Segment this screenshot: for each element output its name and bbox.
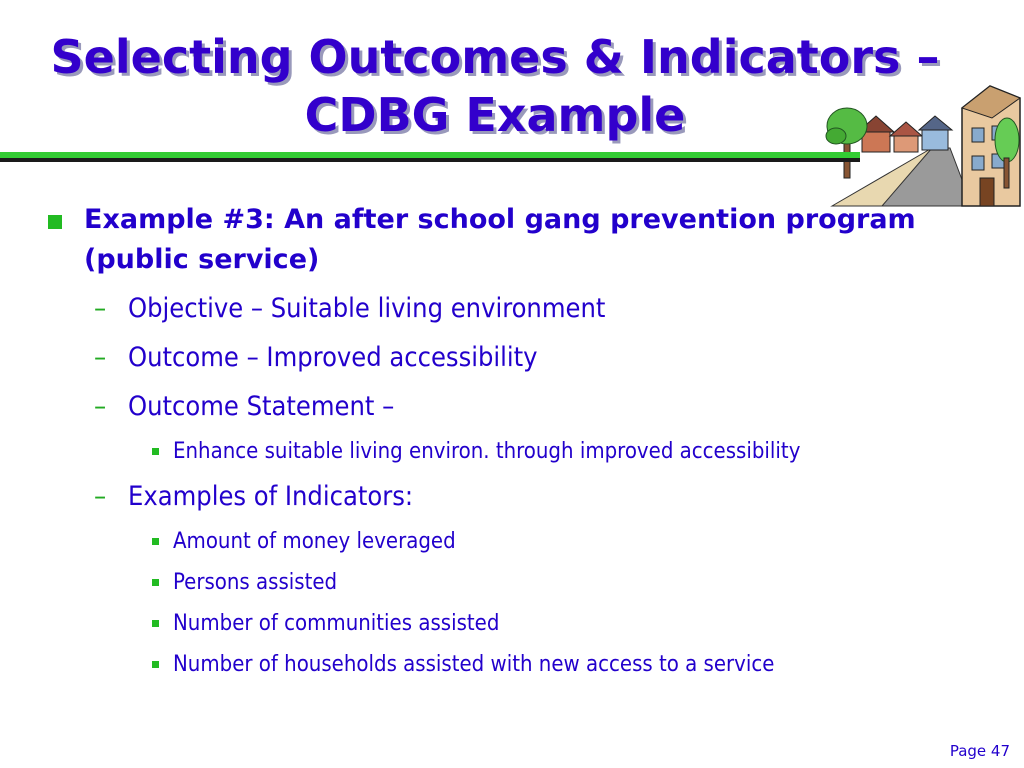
sub-bullet-objective	[48, 284, 1008, 333]
indicator-text: Number of households assisted with new access to a service	[173, 652, 775, 677]
title-rule-black	[0, 158, 860, 162]
main-bullet	[48, 200, 1008, 280]
indicator-item	[48, 603, 1008, 644]
dash-bullet-icon: –	[94, 481, 107, 512]
sub-bullet-outcome	[48, 333, 1008, 382]
page-number: Page 47	[949, 742, 1010, 760]
square-bullet-icon	[48, 215, 62, 229]
small-square-bullet-icon	[152, 448, 159, 455]
dash-bullet-icon: –	[94, 293, 107, 324]
indicator-text: Amount of money leveraged	[173, 529, 456, 554]
small-square-bullet-icon	[152, 661, 159, 668]
statement-item-text: Enhance suitable living environ. through improved accessibility	[173, 439, 801, 464]
title-line-2: CDBG Example	[304, 88, 686, 142]
indicator-item	[48, 644, 1008, 685]
indicator-item	[48, 562, 1008, 603]
small-square-bullet-icon	[152, 620, 159, 627]
indicator-text: Number of communities assisted	[173, 611, 500, 636]
indicator-text: Persons assisted	[173, 570, 338, 595]
street-houses-clipart	[822, 78, 1022, 208]
small-square-bullet-icon	[152, 538, 159, 545]
sub-bullet-text: Outcome – Improved accessibility	[128, 342, 538, 373]
indicator-item	[48, 521, 1008, 562]
small-square-bullet-icon	[152, 579, 159, 586]
main-bullet-text: Example #3: An after school gang prevention program (public service)	[84, 204, 916, 275]
sub-bullet-text: Examples of Indicators:	[128, 481, 414, 512]
slide-body	[48, 200, 1008, 685]
sub-bullet-outcome-statement	[48, 382, 1008, 431]
sub-bullet-text: Objective – Suitable living environment	[128, 293, 606, 324]
dash-bullet-icon: –	[94, 342, 107, 373]
sub-bullet-indicators	[48, 472, 1008, 521]
statement-item	[48, 431, 1008, 472]
sub-bullet-text: Outcome Statement –	[128, 391, 395, 422]
title-line-1: Selecting Outcomes & Indicators –	[50, 30, 940, 84]
dash-bullet-icon: –	[94, 391, 107, 422]
